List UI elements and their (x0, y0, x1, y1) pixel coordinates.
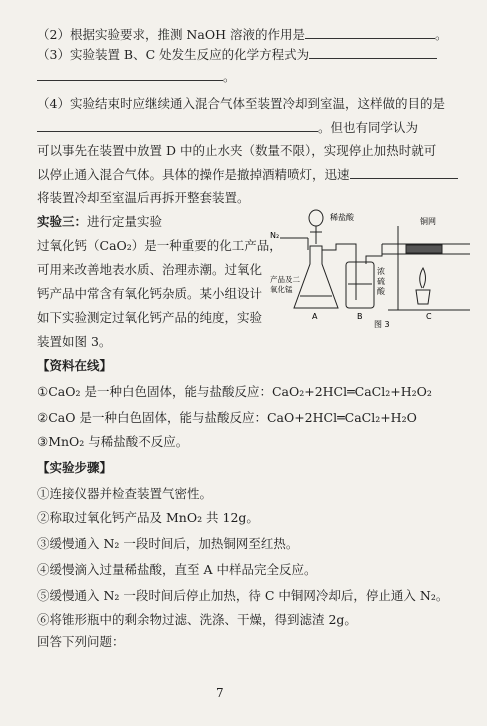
info-item: ③MnO₂ 与稀盐酸不反应。 (37, 434, 189, 449)
tube-b-c (366, 244, 382, 264)
paragraph-line: 可以事先在装置中放置 D 中的止水夹（数量不限），实现停止加热时就可 (37, 143, 437, 158)
intro-line: 过氧化钙（CaO₂）是一种重要的化工产品， (37, 238, 282, 253)
figure-caption: 图 3 (374, 320, 390, 328)
apparatus-diagram (270, 206, 475, 328)
copper-mesh (406, 245, 442, 253)
tube-a-b (322, 244, 356, 264)
label-product: 氧化锰 (270, 285, 293, 294)
label-product: 产品及二 (270, 275, 300, 284)
step-item: ⑤缓慢通入 N₂ 一段时间后停止加热，待 C 中铜网冷却后，停止通入 N₂。 (37, 588, 449, 603)
step-item: ①连接仪器并检查装置气密性。 (37, 486, 213, 501)
step-item: ④缓慢滴入过量稀盐酸，直至 A 中样品完全反应。 (37, 562, 317, 577)
info-heading: 【资料在线】 (37, 358, 113, 373)
experiment-3-heading: 实验三：进行定量实验 (37, 214, 163, 229)
intro-line: 可用来改善地表水质、治理赤潮。过氧化 (37, 262, 263, 277)
answer-prompt: 回答下列问题： (37, 634, 125, 649)
question-2: （2）根据实验要求，推测 NaOH 溶液的作用是 。 (37, 27, 448, 42)
info-item: ②CaO 是一种白色固体，能与盐酸反应：CaO+2HCl═CaCl₂+H₂O (37, 410, 417, 425)
label-a: A (312, 312, 318, 321)
label-acid: 硫 (377, 277, 385, 286)
question-3: （3）实验装置 B、C 处发生反应的化学方程式为 (37, 46, 437, 63)
flame (420, 268, 426, 288)
question-4-line2: 。但也有同学认为 (37, 119, 418, 136)
intro-line: 装置如图 3。 (37, 334, 112, 349)
label-copper: 铜网 (420, 217, 436, 226)
label-n2: N₂ (270, 231, 280, 240)
label-b: B (357, 312, 363, 321)
bottle-b (346, 262, 374, 308)
answer-blank[interactable] (37, 119, 318, 132)
label-c: C (426, 312, 432, 321)
burner (416, 290, 430, 304)
paragraph-line: 将装置冷却至室温后再拆开整套装置。 (37, 190, 250, 205)
label-acid: 浓 (377, 267, 385, 276)
flask-a (294, 246, 338, 308)
page-number: 7 (216, 686, 224, 700)
info-item: ①CaO₂ 是一种白色固体，能与盐酸反应：CaO₂+2HCl═CaCl₂+H₂O₂ (37, 384, 432, 399)
paragraph-line: 以停止通入混合气体。具体的操作是撤掉酒精喷灯，迅速 (37, 166, 458, 183)
steps-heading: 【实验步骤】 (37, 460, 113, 475)
question-3-line2: 。 (37, 68, 236, 85)
answer-blank[interactable] (309, 46, 437, 59)
intro-line: 钙产品中常含有氧化钙杂质。某小组设计 (37, 286, 263, 301)
label-hcl: 稀盐酸 (330, 213, 354, 222)
answer-blank[interactable] (305, 26, 435, 39)
label-acid: 酸 (377, 287, 385, 296)
answer-blank[interactable] (350, 166, 458, 179)
intro-line: 如下实验测定过氧化钙产品的纯度，实验 (37, 310, 263, 325)
step-item: ⑥将锥形瓶中的剩余物过滤、洗涤、干燥，得到滤渣 2g。 (37, 612, 357, 627)
question-4: （4）实验结束时应继续通入混合气体至装置冷却到室温，这样做的目的是 (37, 96, 445, 111)
answer-blank[interactable] (37, 68, 223, 81)
step-item: ②称取过氧化钙产品及 MnO₂ 共 12g。 (37, 510, 259, 525)
funnel-bulb (309, 210, 323, 226)
step-item: ③缓慢通入 N₂ 一段时间后，加热铜网至红热。 (37, 536, 299, 551)
